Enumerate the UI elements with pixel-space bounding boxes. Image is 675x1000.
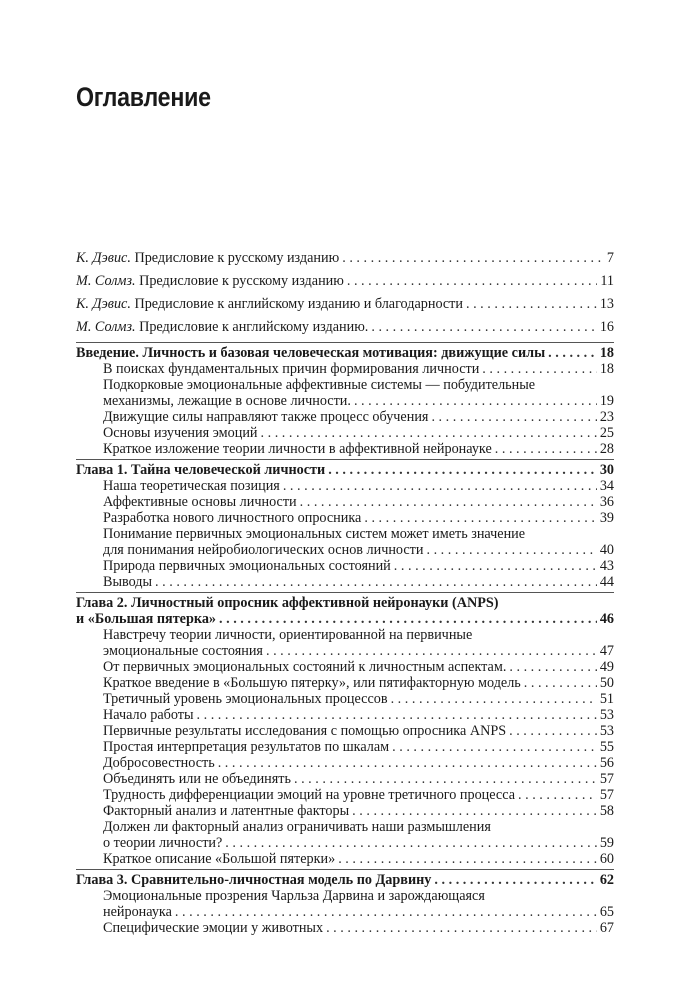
toc-entry[interactable] <box>103 558 614 574</box>
dot-leader <box>328 462 597 478</box>
dot-leader <box>392 739 597 755</box>
toc-entry[interactable] <box>103 691 614 707</box>
dot-leader <box>466 296 597 312</box>
toc-entry[interactable] <box>103 675 614 691</box>
dot-leader <box>482 361 597 377</box>
toc-page-number: 67 <box>599 920 614 936</box>
dot-leader <box>218 755 597 771</box>
toc-page-number: 47 <box>599 643 614 659</box>
dot-leader <box>261 425 597 441</box>
toc-page-number: 55 <box>599 739 614 755</box>
toc-entry[interactable] <box>103 803 614 819</box>
dot-leader <box>266 643 597 659</box>
toc-page-number: 18 <box>599 361 614 377</box>
dot-leader <box>509 723 597 739</box>
toc-entry-preface-2[interactable] <box>76 273 614 289</box>
toc-entry-title: Первичные результаты исследования с помощью опросника ANPS <box>103 723 507 739</box>
toc-section-intro <box>76 342 614 457</box>
toc-entry[interactable] <box>103 771 614 787</box>
dot-leader <box>354 393 597 409</box>
toc-entry[interactable] <box>103 425 614 441</box>
toc-entry-title: Предисловие к русскому изданию <box>130 250 340 266</box>
dot-leader <box>352 803 597 819</box>
toc-entry-preface-4[interactable] <box>76 319 614 335</box>
toc-entry[interactable] <box>103 739 614 755</box>
toc-entry[interactable] <box>103 478 614 494</box>
dot-leader <box>225 835 597 851</box>
dot-leader <box>175 904 597 920</box>
toc-entry[interactable] <box>103 441 614 457</box>
toc-page-number: 36 <box>599 494 614 510</box>
toc-entry[interactable] <box>103 409 614 425</box>
toc-page-number: 40 <box>599 542 614 558</box>
toc-chapter-heading[interactable] <box>76 462 614 478</box>
toc-entry-title: Краткое изложение теории личности в аффективной нейронауке <box>103 441 492 457</box>
toc-entry-title: Основы изучения эмоций <box>103 425 258 441</box>
dot-leader <box>219 611 597 627</box>
toc-page-number: 44 <box>599 574 614 590</box>
toc-page-number: 56 <box>599 755 614 771</box>
dot-leader <box>434 872 596 888</box>
dot-leader <box>509 659 596 675</box>
toc-entry[interactable] <box>103 851 614 867</box>
dot-leader <box>155 574 597 590</box>
toc-entry[interactable] <box>103 510 614 526</box>
toc-chapter-heading[interactable] <box>76 345 614 361</box>
dot-leader <box>364 510 596 526</box>
toc-page-number: 18 <box>599 345 614 361</box>
toc-page-number: 11 <box>600 273 614 289</box>
toc-entry-title: Понимание первичных эмоциональных систем может иметь значение <box>103 526 526 542</box>
toc-page-number: 30 <box>599 462 614 478</box>
toc-entry-title: Простая интерпретация результатов по шкалам <box>103 739 390 755</box>
dot-leader <box>338 851 597 867</box>
toc-page-number: 62 <box>599 872 614 888</box>
dot-leader <box>283 478 597 494</box>
toc-entry-title: Наша теоретическая позиция <box>103 478 280 494</box>
toc-entry[interactable] <box>103 723 614 739</box>
toc-page-number: 43 <box>599 558 614 574</box>
toc-page-number: 53 <box>599 723 614 739</box>
toc-entry-title-continued: для понимания нейробиологических основ личности <box>103 542 424 558</box>
toc-entry[interactable] <box>103 574 614 590</box>
dot-leader <box>495 441 597 457</box>
toc-entry-preface-1[interactable] <box>76 250 614 266</box>
toc-entry-title: От первичных эмоциональных состояний к личностным аспектам. <box>103 659 507 675</box>
toc-page-number: 59 <box>599 835 614 851</box>
toc-entry-title: Специфические эмоции у животных <box>103 920 324 936</box>
dot-leader <box>347 273 597 289</box>
toc-entry-title-continued: о теории личности? <box>103 835 223 851</box>
toc-page-number: 23 <box>599 409 614 425</box>
toc-entry-title: Навстречу теории личности, ориентированной на первичные <box>103 627 473 643</box>
toc-chapter-heading[interactable] <box>76 595 614 627</box>
toc-entry-title-continued: механизмы, лежащие в основе личности. <box>103 393 351 409</box>
toc-author: М. Солмз. <box>76 273 136 289</box>
dot-leader <box>518 787 597 803</box>
toc-page-number: 46 <box>599 611 614 627</box>
toc-entry-title: Разработка нового личностного опросника <box>103 510 362 526</box>
toc-entry-title-continued: эмоциональные состояния <box>103 643 263 659</box>
toc-entry-title: Начало работы <box>103 707 194 723</box>
dot-leader <box>342 250 604 266</box>
toc-entry-title: Природа первичных эмоциональных состояний <box>103 558 391 574</box>
toc-entry-title-continued: нейронаука <box>103 904 172 920</box>
toc-page-number: 53 <box>599 707 614 723</box>
toc-section-chapter-2 <box>76 592 614 867</box>
toc-entry[interactable] <box>103 920 614 936</box>
toc-page-number: 19 <box>599 393 614 409</box>
toc-entry-title: Движущие силы направляют также процесс обучения <box>103 409 429 425</box>
toc-entry-title: Выводы <box>103 574 153 590</box>
toc-entry-title: Предисловие к английскому изданию и благодарности <box>130 296 463 312</box>
table-of-contents <box>76 250 614 936</box>
toc-entry-title: Объединять или не объединять <box>103 771 291 787</box>
toc-entry-title: Краткое введение в «Большую пятерку», или пятифакторную модель <box>103 675 521 691</box>
toc-entry[interactable] <box>103 494 614 510</box>
toc-page-number: 49 <box>599 659 614 675</box>
toc-entry[interactable] <box>103 787 614 803</box>
toc-page-number: 57 <box>599 787 614 803</box>
dot-leader <box>197 707 597 723</box>
toc-entry[interactable] <box>103 526 614 558</box>
dot-leader <box>394 558 597 574</box>
toc-page-number: 7 <box>606 250 614 266</box>
toc-entry-title: Предисловие к английскому изданию. <box>135 319 369 335</box>
toc-entry[interactable] <box>103 707 614 723</box>
toc-author: К. Дэвис. <box>76 250 131 266</box>
toc-author: К. Дэвис. <box>76 296 131 312</box>
toc-page-number: 65 <box>599 904 614 920</box>
dot-leader <box>371 319 596 335</box>
dot-leader <box>431 409 596 425</box>
toc-entry-title: Трудность дифференциации эмоций на уровне третичного процесса <box>103 787 515 803</box>
toc-page-number: 34 <box>599 478 614 494</box>
toc-page-number: 60 <box>599 851 614 867</box>
toc-chapter-title: Глава 3. Сравнительно-личностная модель по Дарвину <box>76 872 432 888</box>
dot-leader <box>548 345 597 361</box>
toc-entry-title: Факторный анализ и латентные факторы <box>103 803 350 819</box>
toc-page-number: 51 <box>599 691 614 707</box>
toc-entry-title: Краткое описание «Большой пятерки» <box>103 851 336 867</box>
toc-entry-title: Добросовестность <box>103 755 215 771</box>
toc-entry[interactable] <box>103 888 614 920</box>
toc-entry-title: Подкорковые эмоциональные аффективные системы — побудительные <box>103 377 536 393</box>
toc-entry-title: Предисловие к русскому изданию <box>135 273 344 289</box>
toc-section-chapter-1 <box>76 459 614 590</box>
toc-page-number: 58 <box>599 803 614 819</box>
toc-entry[interactable] <box>103 377 614 409</box>
dot-leader <box>294 771 597 787</box>
toc-entry[interactable] <box>103 361 614 377</box>
toc-entry-preface-3[interactable] <box>76 296 614 312</box>
toc-chapter-title-continued: и «Большая пятерка» <box>76 611 217 627</box>
toc-chapter-title: Глава 1. Тайна человеческой личности <box>76 462 326 478</box>
toc-chapter-title: Глава 2. Личностный опросник аффективной нейронауки (ANPS) <box>76 595 499 611</box>
toc-entry-title: Должен ли факторный анализ ограничивать наши размышления <box>103 819 491 835</box>
toc-entry[interactable] <box>103 819 614 851</box>
dot-leader <box>524 675 597 691</box>
dot-leader <box>426 542 596 558</box>
toc-chapter-title: Введение. Личность и базовая человеческая мотивация: движущие силы <box>76 345 546 361</box>
toc-page-number: 28 <box>599 441 614 457</box>
toc-entry-title: Эмоциональные прозрения Чарльза Дарвина и зарождающаяся <box>103 888 485 904</box>
dot-leader <box>326 920 597 936</box>
toc-section-chapter-3 <box>76 869 614 936</box>
dot-leader <box>391 691 597 707</box>
toc-entry-title: Аффективные основы личности <box>103 494 297 510</box>
toc-page-number: 57 <box>599 771 614 787</box>
toc-page-number: 39 <box>599 510 614 526</box>
toc-page-number: 13 <box>599 296 614 312</box>
toc-page-number: 25 <box>599 425 614 441</box>
toc-entry[interactable] <box>103 659 614 675</box>
toc-entry[interactable] <box>103 627 614 659</box>
page-title: Оглавление <box>76 82 211 112</box>
toc-entry-title: Третичный уровень эмоциональных процессов <box>103 691 388 707</box>
toc-entry-title: В поисках фундаментальных причин формирования личности <box>103 361 480 377</box>
toc-chapter-heading[interactable] <box>76 872 614 888</box>
toc-page-number: 16 <box>599 319 614 335</box>
toc-entry[interactable] <box>103 755 614 771</box>
toc-author: М. Солмз. <box>76 319 136 335</box>
dot-leader <box>300 494 597 510</box>
toc-page-number: 50 <box>599 675 614 691</box>
